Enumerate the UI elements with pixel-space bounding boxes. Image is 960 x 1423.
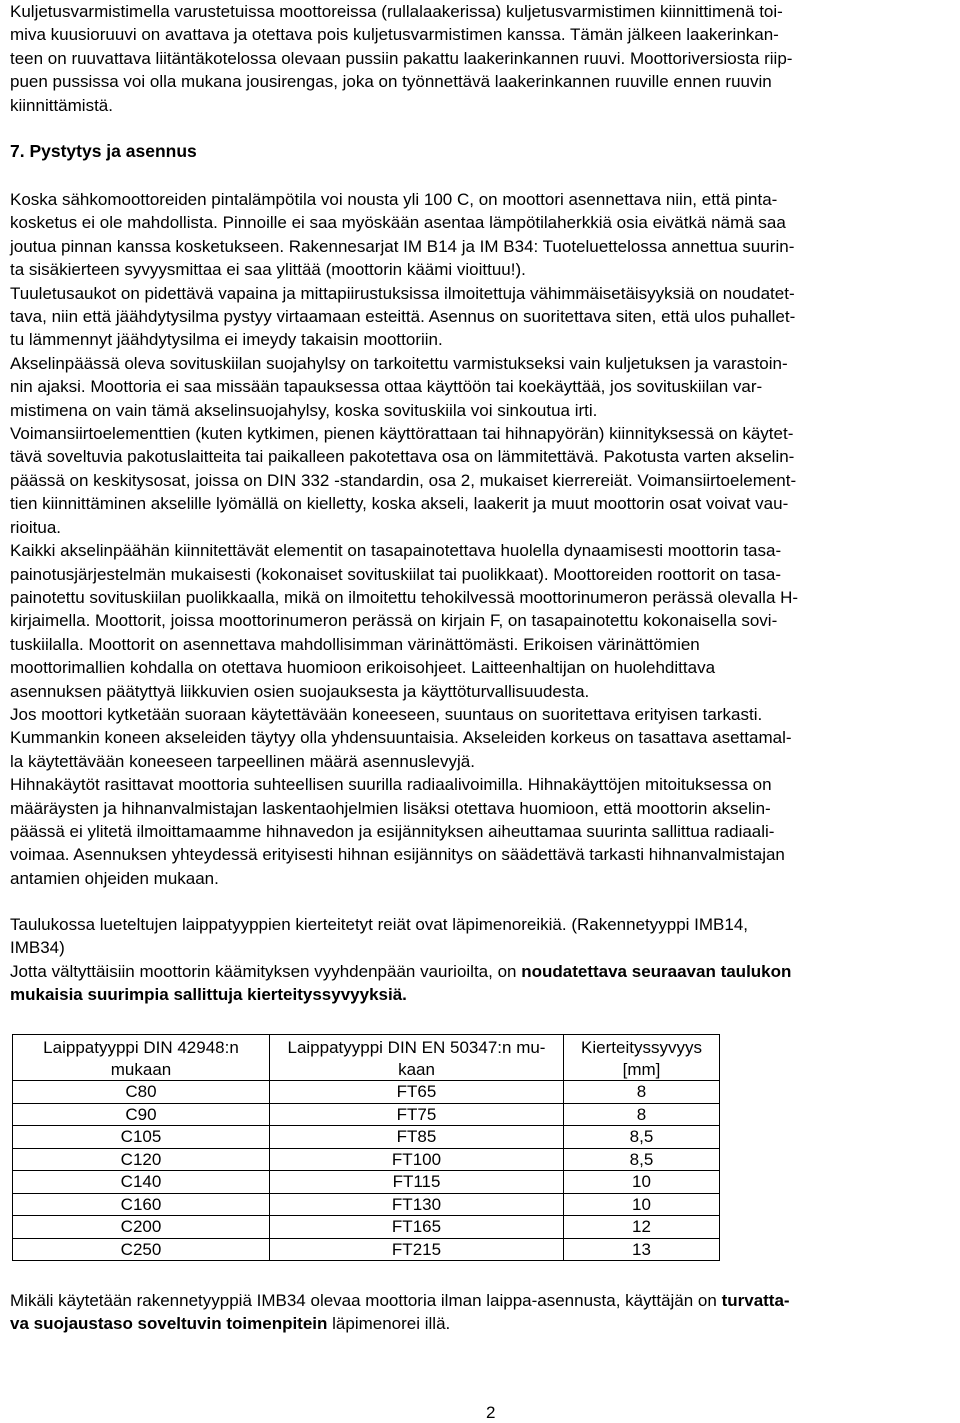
body-paragraphs: Koska sähkomoottoreiden pintalämpötila voi nousta yli 100 C, on moottori asennettava niin, että pinta- kosketus ei ole mahdollista. Pinnoille ei saa myöskään asentaa lämpötilaherkkiä osia eivätkä nämä saa joutua pinnan kanssa kosketukseen. Rakennesarjat IM B14 ja IM B34: Tuoteluettelossa annettua suurin- ta sisäkierteen syvyysmittaa ei saa ylittää (moottorin käämi vioittuu!). Tuuletusaukot on pidettävä vapaina ja mittapiirustuksissa ilmoitettuja vähimmäisetäisyyksiä on noudatet- tava, niin että jäähdytysilma pystyy virtaamaan esteittä. Asennus on suoritettava siten, että ulos puhallet- tu lämmennyt jäähdytysilma ei imeydy takaisin moottoriin. Akselinpäässä oleva sovituskiilan suojahylsy on tarkoitettu varmistukseksi vain kuljetuksen ja varastoin- nin ajaksi. Moottoria ei saa missään tapauksessa ottaa käyttöön tai koekäyttää, jos sovituskiilan var- mistimena on vain tämä akselinsuojahylsy, koska sovituskiila voi sinkoutua irti. Voimansiirtoelementtien (kuten kytkimen, pienen käyttörattaan tai hihnapyörän) kiinnityksessä on käytet- tävä soveltuvia pakotuslaitteita tai paikalleen pakotettava osa on lämmitettävä. Pakotusta varten akselin- päässä on keskitysosat, joissa on DIN 332 -standardin, osa 2, mukaiset kierrereiät. Voimansiirtoelement- tien kiinnittäminen akselille lyömällä on kielletty, koska akseli, laakerit ja muut moottorin osat voivat vau- rioitua. Kaikki akselinpäähän kiinnitettävät elementit on tasapainotettava huolella dynaamisesti moottorin tasa- painotusjärjestelmän mukaisesti (kokonaiset sovituskiilat tai puolikkaat). Moottoreiden roottorit on tasa- painotettu sovituskiilan puolikkaalla, mikä on ilmoitettu tehokilvessä moottorinumeron perässä olevalla H- kirjaimella. Moottorit, joissa moottorinumeron perässä on kirjain F, on tasapainotettu kokonaisella sovi- tuskiilalla. Moottorit on asennettava mahdollisimman värinättömästi. Erikoisen värinättömien moottorimallien kohdalla on otettava huomioon erikoisohjeet. Laitteenhaltijan on huolehdittava asennuksen päätyttyä liikkuvien osien suojauksesta ja käyttöturvallisuudesta. Jos moottori kytketään suoraan käytettävään koneeseen, suuntaus on suoritettava erityisen tarkasti. Kummankin koneen akseleiden täytyy olla yhdensuuntaisia. Akseleiden korkeus on tasattava asettamal- la käytettävään koneeseen tarpeellinen määrä asennuslevyjä. Hihnakäytöt rasittavat moottoria suhteellisen suurilla radiaalivoimilla. Hihnakäyttöjen mitoituksessa on määräysten ja hihnanvalmistajan laskentaohjelmien lisäksi otettava huomioon, että moottorin akselin- päässä ei ylitetä ilmoittamaamme hihnavedon ja esijännityksen aiheuttamaa suurinta sallittua radiaali- voimaa. Asennuksen yhteydessä erityisesti hihnan esijännitys on säädettävä tarkasti hihnanvalmistajan antamien ohjeiden mukaan. xyxy=(10,190,799,888)
cell-din-en50347: FT165 xyxy=(270,1216,564,1239)
table-row xyxy=(13,1238,720,1261)
cell-din-en50347: FT115 xyxy=(270,1171,564,1194)
final-note-bold: turvatta- va suojaustaso soveltuvin toimenpitein xyxy=(10,1291,790,1334)
table-row xyxy=(13,1081,720,1104)
header-thread-depth: Kierteityssyvyys [mm] xyxy=(564,1035,720,1081)
final-note-plain-1: Mikäli käytetään rakennetyyppiä IMB34 olevaa moottoria ilman laippa-asennusta, käyttäjän on xyxy=(10,1291,722,1310)
cell-thread-depth: 12 xyxy=(564,1216,720,1239)
table-intro: Taulukossa lueteltujen laippatyyppien kierteitetyt reiät ovat läpimenoreikiä. (Rakennetyyppi IMB14, IMB34) xyxy=(10,915,749,958)
table-note xyxy=(10,913,954,1007)
table-body xyxy=(13,1081,720,1261)
final-note-plain-2: läpimenorei illä. xyxy=(327,1314,451,1334)
table-row xyxy=(13,1216,720,1239)
thread-depth-table xyxy=(12,1034,720,1261)
table-row xyxy=(13,1148,720,1171)
cell-din42948: C80 xyxy=(13,1081,270,1104)
cell-din42948: C90 xyxy=(13,1103,270,1126)
table-header-row xyxy=(13,1035,720,1081)
header-din-en50347: Laippatyyppi DIN EN 50347:n mu- kaan xyxy=(270,1035,564,1081)
cell-thread-depth: 10 xyxy=(564,1171,720,1194)
cell-din42948: C160 xyxy=(13,1193,270,1216)
cell-thread-depth: 8,5 xyxy=(564,1126,720,1149)
cell-thread-depth: 8,5 xyxy=(564,1148,720,1171)
cell-din-en50347: FT65 xyxy=(270,1081,564,1104)
cell-thread-depth: 8 xyxy=(564,1103,720,1126)
table-row xyxy=(13,1171,720,1194)
section-heading: 7. Pystytys ja asennus xyxy=(10,141,197,161)
cell-thread-depth: 8 xyxy=(564,1081,720,1104)
cell-din42948: C200 xyxy=(13,1216,270,1239)
header-din42948: Laippatyyppi DIN 42948:n mukaan xyxy=(13,1035,270,1081)
cell-din-en50347: FT75 xyxy=(270,1103,564,1126)
cell-din42948: C140 xyxy=(13,1171,270,1194)
table-warning xyxy=(10,960,954,1007)
cell-din42948: C120 xyxy=(13,1148,270,1171)
cell-din-en50347: FT85 xyxy=(270,1126,564,1149)
cell-din-en50347: FT100 xyxy=(270,1148,564,1171)
table-row xyxy=(13,1103,720,1126)
page-number: 2 xyxy=(486,1403,496,1422)
final-note xyxy=(10,1289,954,1336)
cell-din42948: C105 xyxy=(13,1126,270,1149)
cell-thread-depth: 10 xyxy=(564,1193,720,1216)
table-warning-bold: noudatettava seuraavan taulukon mukaisia suurimpia sallittuja kierteityssyvyyksiä. xyxy=(10,961,792,1005)
intro-paragraph: Kuljetusvarmistimella varustetuissa moottoreissa (rullalaakerissa) kuljetusvarmistimen kiinnittimenä toi- miva kuusioruuvi on avattava ja otettava pois kuljetusvarmistimen kanssa. Tämän jälkeen laakerinkan- teen on ruuvattava liitäntäkotelossa olevaan pussiin pakattu laakerinkannen ruuvi. Moottoriversiosta riip- puen pussissa voi olla mukana jousirengas, joka on työnnettävä laakerinkannen ruuville ennen ruuvin kiinnittämistä. xyxy=(10,2,793,115)
cell-din-en50347: FT215 xyxy=(270,1238,564,1261)
cell-din42948: C250 xyxy=(13,1238,270,1261)
table-warning-plain: Jotta vältyttäisiin moottorin käämityksen vyyhdenpään vaurioilta, on xyxy=(10,961,522,981)
table-row xyxy=(13,1193,720,1216)
cell-din-en50347: FT130 xyxy=(270,1193,564,1216)
table-row xyxy=(13,1126,720,1149)
cell-thread-depth: 13 xyxy=(564,1238,720,1261)
